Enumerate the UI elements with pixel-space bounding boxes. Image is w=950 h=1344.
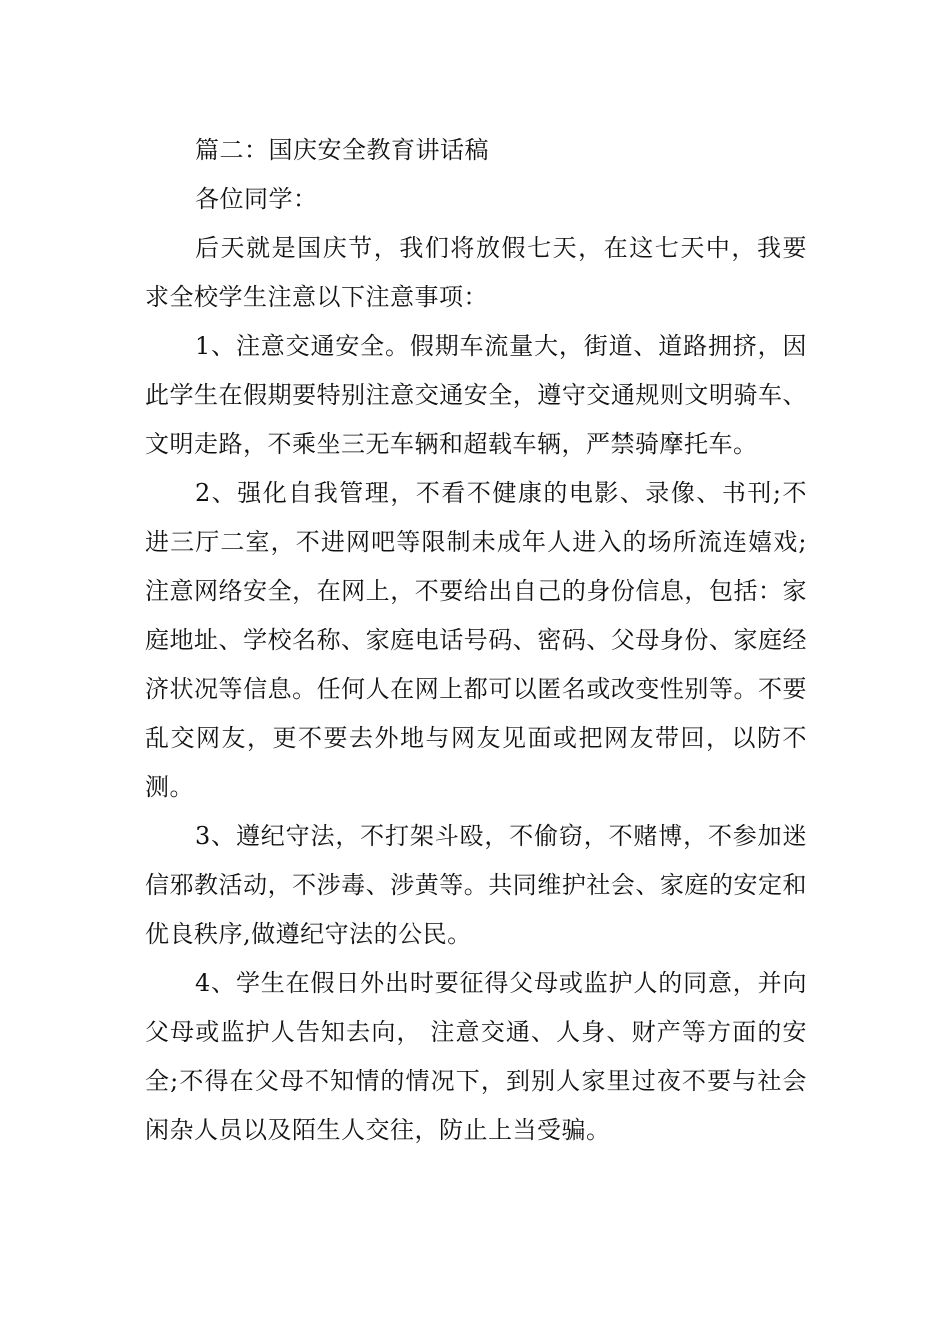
paragraph-intro: 后天就是国庆节，我们将放假七天，在这七天中，我要求全校学生注意以下注意事项： xyxy=(145,234,807,311)
greeting: 各位同学： xyxy=(195,185,318,213)
paragraph-item-2: 2、强化自我管理，不看不健康的电影、录像、书刊;不进三厅二室，不进网吧等限制未成年人进入的场所流连嬉戏;注意网络安全，在网上，不要给出自己的身份信息，包括：家庭地址、学校名称、家庭电话号码、密码、父母身份、家庭经济状况等信息。任何人在网上都可以匿名或改变性别等。不要乱交网友，更不要去外地与网友见面或把网友带回，以防不测。 xyxy=(145,479,807,801)
paragraph-item-4: 4、学生在假日外出时要征得父母或监护人的同意，并向父母或监护人告知去向， 注意交通、人身、财产等方面的安全;不得在父母不知情的情况下，到别人家里过夜不要与社会闲杂人员以及陌生人交往，防止上当受骗。 xyxy=(145,969,807,1144)
paragraph-item-1: 1、注意交通安全。假期车流量大，街道、道路拥挤，因此学生在假期要特别注意交通安全，遵守交通规则文明骑车、文明走路，不乘坐三无车辆和超载车辆，严禁骑摩托车。 xyxy=(145,332,807,458)
paragraph-item-3: 3、遵纪守法，不打架斗殴，不偷窃，不赌博，不参加迷信邪教活动，不涉毒、涉黄等。共同维护社会、家庭的安定和优良秩序,做遵纪守法的公民。 xyxy=(145,822,807,948)
document-body xyxy=(145,126,807,1155)
document-title: 篇二：国庆安全教育讲话稿 xyxy=(195,136,489,164)
